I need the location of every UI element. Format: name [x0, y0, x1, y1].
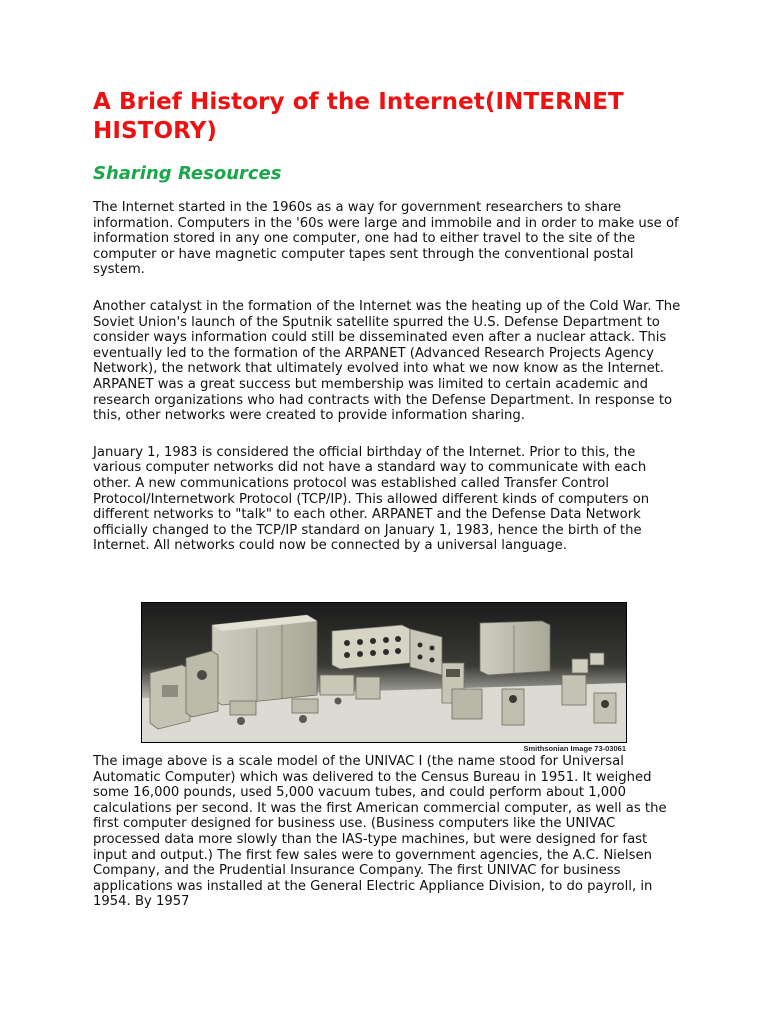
- paragraph-1: The Internet started in the 1960s as a way for government researchers to share information. Computers in the '60s were large and immobile and in order to make use of information stored in any one computer, one had to either travel to the site of the computer or have magnetic computer tapes sent through the conventional postal system.: [93, 200, 679, 278]
- figure-credit: Smithsonian Image 73-03061: [523, 744, 626, 753]
- section-heading: Sharing Resources: [93, 163, 282, 184]
- paragraph-3: January 1, 1983 is considered the official birthday of the Internet. Prior to this, the various computer networks did not have a standard way to communicate with each other. A new communications protocol was established called Transfer Control Protocol/Internetwork Protocol (TCP/IP). This allowed different kinds of computers on different networks to "talk" to each other. ARPANET and the Defense Data Network officially changed to the TCP/IP standard on January 1, 1983, hence the birth of the Internet. All networks could now be connected by a universal language.: [93, 444, 650, 554]
- paragraph-4: The image above is a scale model of the UNIVAC I (the name stood for Universal Automatic Computer) which was delivered to the Census Bureau in 1951. It weighed some 16,000 pounds, used 5,000 vacuum tubes, and could perform about 1,000 calculations per second. It was the first American commercial computer, as well as the first computer designed for business use. (Business computers like the UNIVAC processed data more slowly than the IAS-type machines, but were designed for fast input and output.) The first few sales were to government agencies, the A.C. Nielsen Company, and the Prudential Insurance Company. The first UNIVAC for business applications was installed at the General Electric Appliance Division, to do payroll, in 1954. By 1957: [93, 754, 667, 910]
- univac-model-image: [142, 603, 626, 742]
- paragraph-2: Another catalyst in the formation of the Internet was the heating up of the Cold War. The Soviet Union's launch of the Sputnik satellite spurred the U.S. Defense Department to consider ways information could still be disseminated even after a nuclear attack. This eventually led to the formation of the ARPANET (Advanced Research Projects Agency Network), the network that ultimately evolved into what we now know as the Internet. ARPANET was a great success but membership was limited to certain academic and research organizations who had contracts with the Defense Department. In response to this, other networks were created to provide information sharing.: [93, 298, 681, 424]
- univac-photo: [141, 602, 627, 743]
- document-body: [93, 88, 683, 554]
- document-title: A Brief History of the Internet(INTERNET HISTORY): [93, 89, 624, 144]
